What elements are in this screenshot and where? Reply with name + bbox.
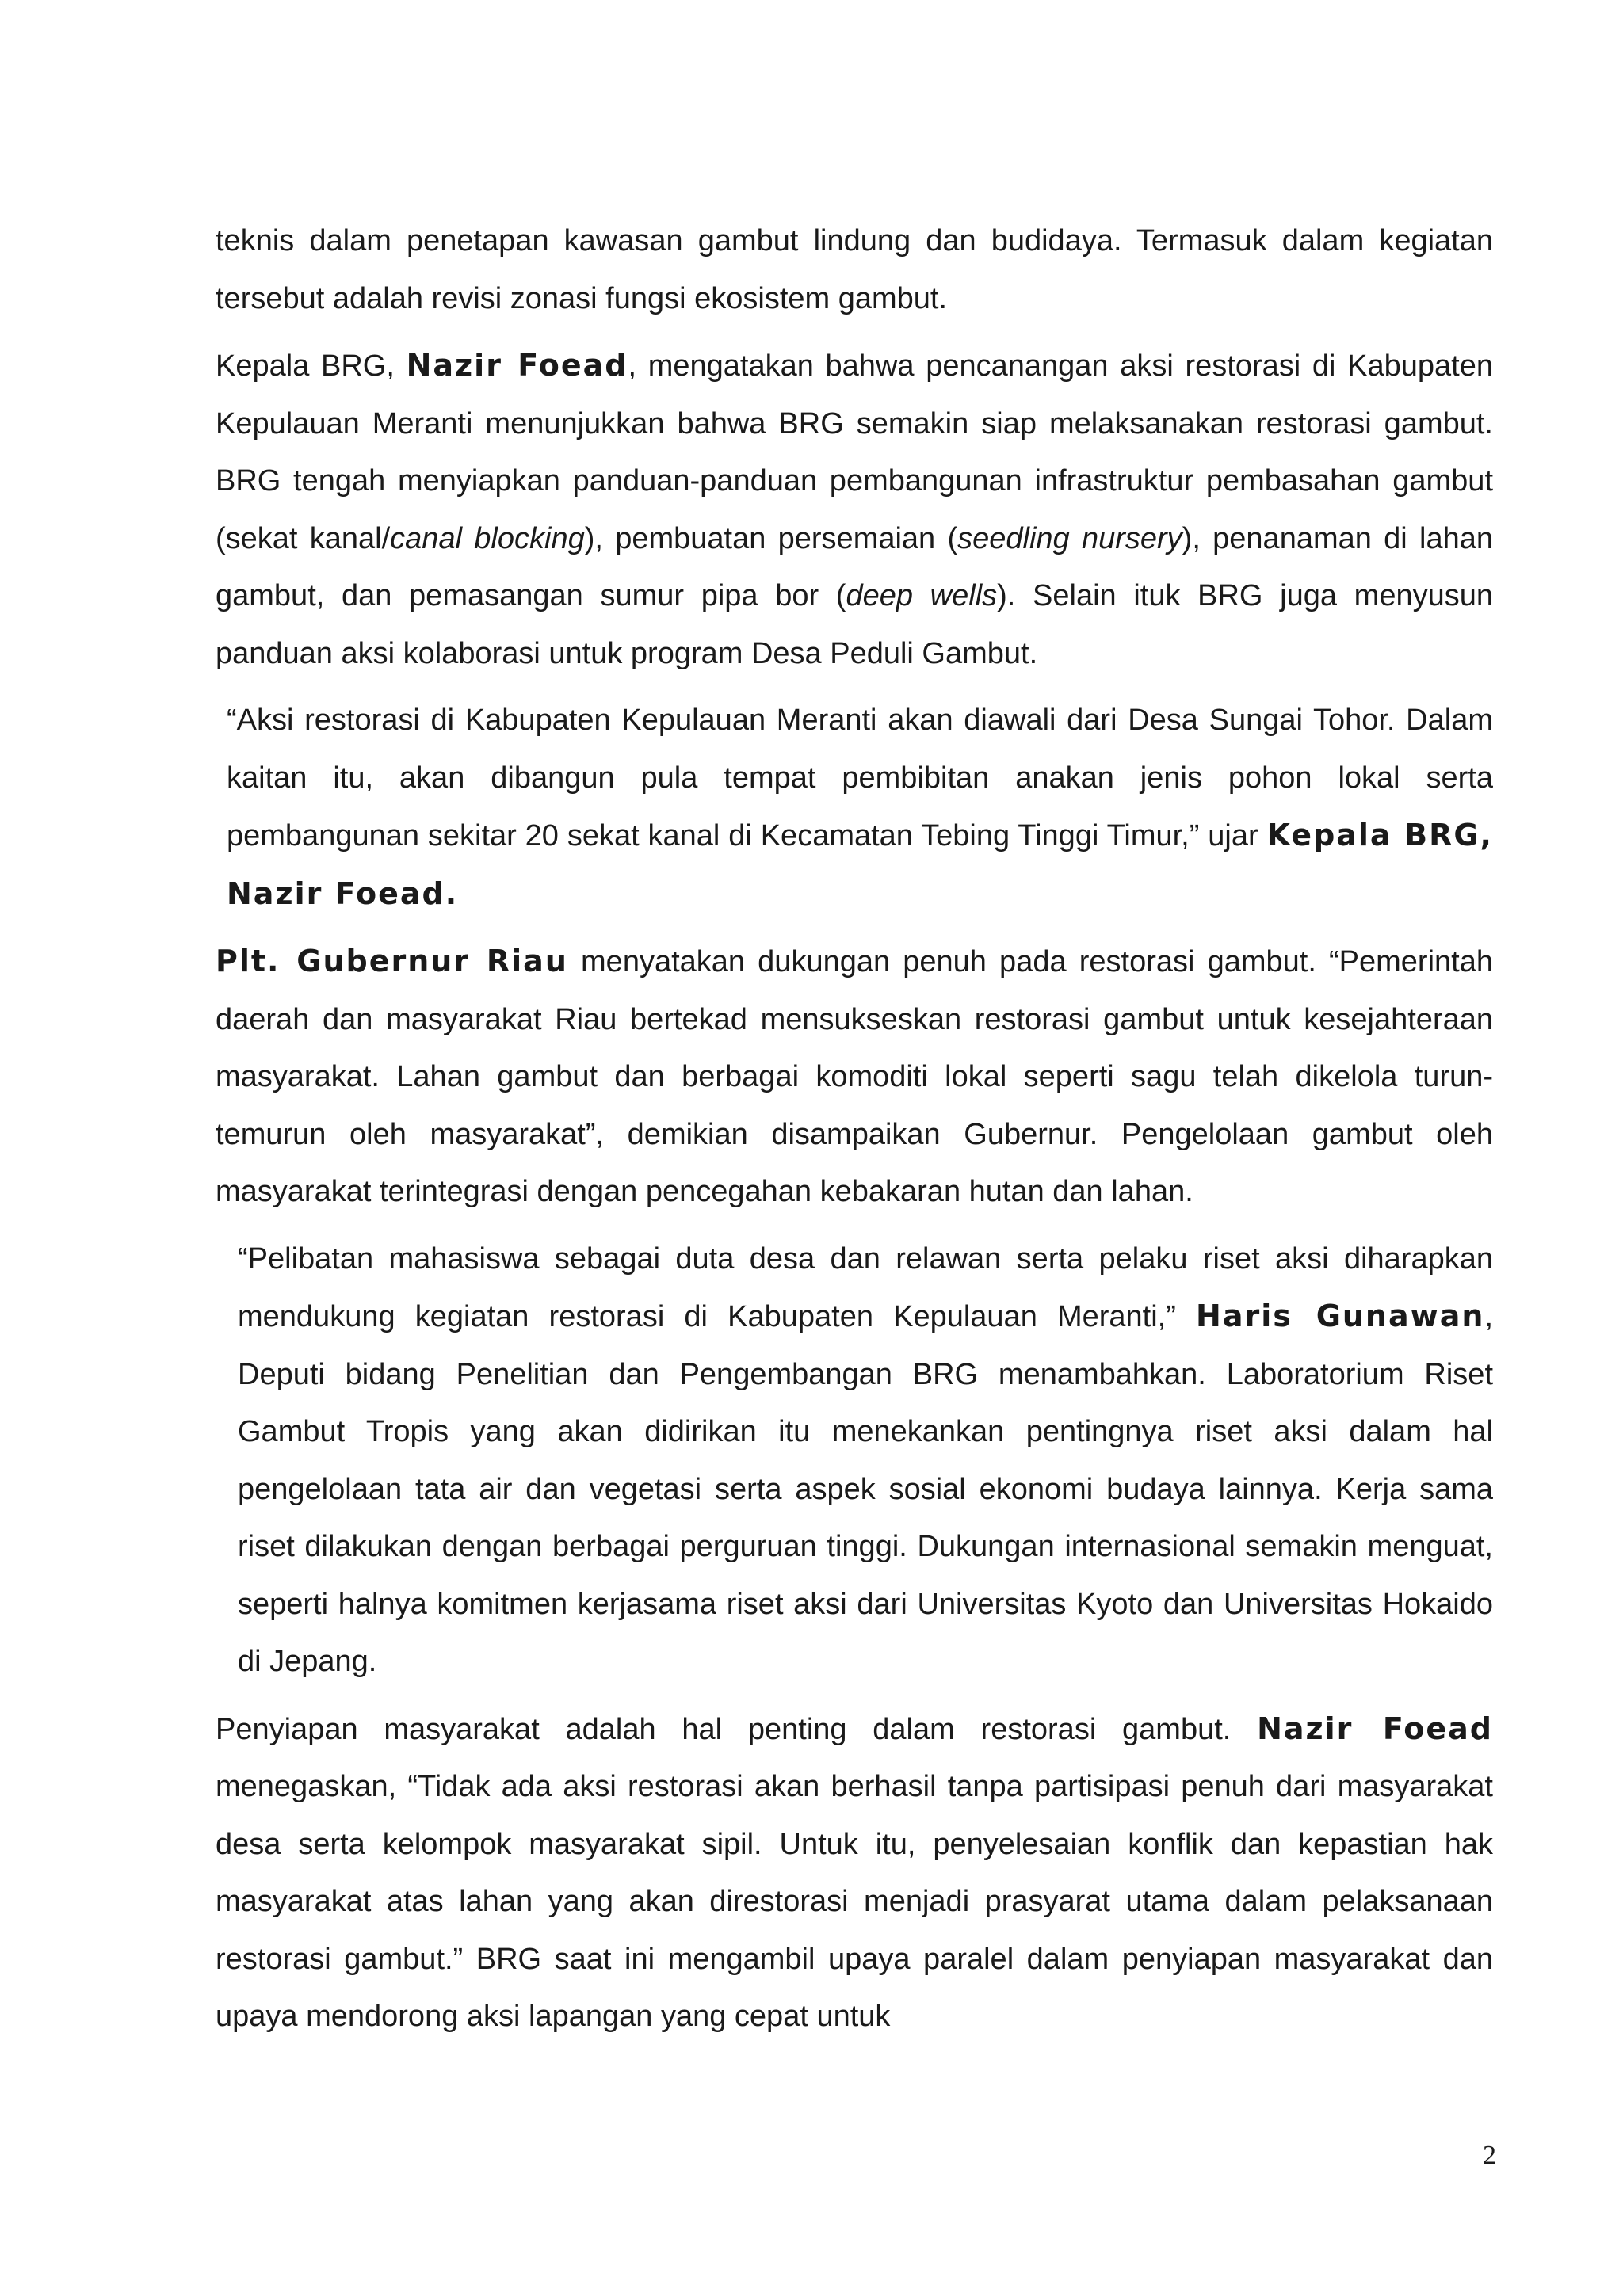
- text-segment: menegaskan, “Tidak ada aksi restorasi akan berhasil tanpa partisipasi penuh dari masyarakat desa serta kelompok masyarakat sipil. Untuk itu, penyelesaian konflik dan kepastian hak masyarakat atas lahan yang akan direstorasi menjadi prasyarat utama dalam pelaksanaan restorasi gambut.” BRG saat ini mengambil upaya paralel dalam penyiapan masyarakat dan upaya mendorong aksi lapangan yang cepat untuk: [216, 1770, 1493, 2033]
- text-segment: “Pelibatan mahasiswa sebagai duta desa dan relawan serta pelaku riset aksi diharapkan mendukung kegiatan restorasi di Kabupaten Kepulauan Meranti,”: [238, 1241, 1493, 1333]
- paragraph-quote-aksi-restorasi: [216, 692, 1493, 923]
- paragraph-kepala-brg: [216, 337, 1493, 682]
- text-segment: menyatakan dukungan penuh pada restorasi gambut. “Pemerintah daerah dan masyarakat Riau bertekad mensukseskan restorasi gambut untuk kesejahteraan masyarakat. Lahan gambut dan berbagai komoditi lokal seperti sagu telah dikelola turun-temurun oleh masyarakat”, demikian disampaikan Gubernur. Pengelolaan gambut oleh masyarakat terintegrasi dengan pencegahan kebakaran hutan dan lahan.: [216, 945, 1493, 1208]
- paragraph-gubernur-riau: [216, 933, 1493, 1221]
- person-name: Nazir Foead: [406, 348, 628, 383]
- text-segment: , Deputi bidang Penelitian dan Pengembangan BRG menambahkan. Laboratorium Riset Gambut Tropis yang akan didirikan itu menekankan pentingnya riset aksi dalam hal pengelolaan tata air dan vegetasi serta aspek sosial ekonomi budaya lainnya. Kerja sama riset dilakukan dengan berbagai perguruan tinggi. Dukungan internasional semakin menguat, seperti halnya komitmen kerjasama riset aksi dari Universitas Kyoto dan Universitas Hokaido di Jepang.: [238, 1300, 1493, 1678]
- paragraph-penyiapan-masyarakat: [216, 1700, 1493, 2046]
- text-segment: Penyiapan masyarakat adalah hal penting dalam restorasi gambut.: [216, 1712, 1258, 1746]
- person-name: Kepala BRG, Nazir Foead.: [227, 818, 1493, 911]
- text-segment: ), pembuatan persemaian (: [584, 521, 958, 555]
- page-number: 2: [1483, 2141, 1496, 2170]
- person-name: Haris Gunawan: [1196, 1299, 1485, 1333]
- text-segment: “Aksi restorasi di Kabupaten Kepulauan Meranti akan diawali dari Desa Sungai Tohor. Dalam kaitan itu, akan dibangun pula tempat pembibitan anakan jenis pohon lokal serta pembangunan sekitar 20 sekat kanal di Kecamatan Tebing Tinggi Timur,” ujar: [227, 704, 1493, 852]
- text-segment: ), penanaman di lahan gambut, dan pemasangan sumur pipa bor (: [216, 521, 1493, 612]
- italic-term: seedling nursery: [957, 521, 1182, 555]
- italic-term: deep wells: [846, 579, 998, 612]
- text-segment: Kepala BRG,: [216, 349, 407, 383]
- person-name: Plt. Gubernur Riau: [216, 944, 568, 978]
- text-segment: teknis dalam penetapan kawasan gambut lindung dan budidaya. Termasuk dalam kegiatan tersebut adalah revisi zonasi fungsi ekosistem gambut.: [216, 224, 1493, 315]
- paragraph-zonasi: [216, 212, 1493, 327]
- person-name: Nazir Foead: [1257, 1711, 1493, 1746]
- document-body: [216, 212, 1493, 2055]
- text-segment: ). Selain ituk BRG juga menyusun panduan aksi kolaborasi untuk program Desa Peduli Gambut.: [216, 579, 1493, 670]
- text-segment: , mengatakan bahwa pencanangan aksi restorasi di Kabupaten Kepulauan Meranti menunjukkan bahwa BRG semakin siap melaksanakan restorasi gambut. BRG tengah menyiapkan panduan-panduan pembangunan infrastruktur pembasahan gambut (sekat kanal/: [216, 349, 1493, 555]
- italic-term: canal blocking: [390, 521, 585, 555]
- paragraph-haris-gunawan: [216, 1230, 1493, 1691]
